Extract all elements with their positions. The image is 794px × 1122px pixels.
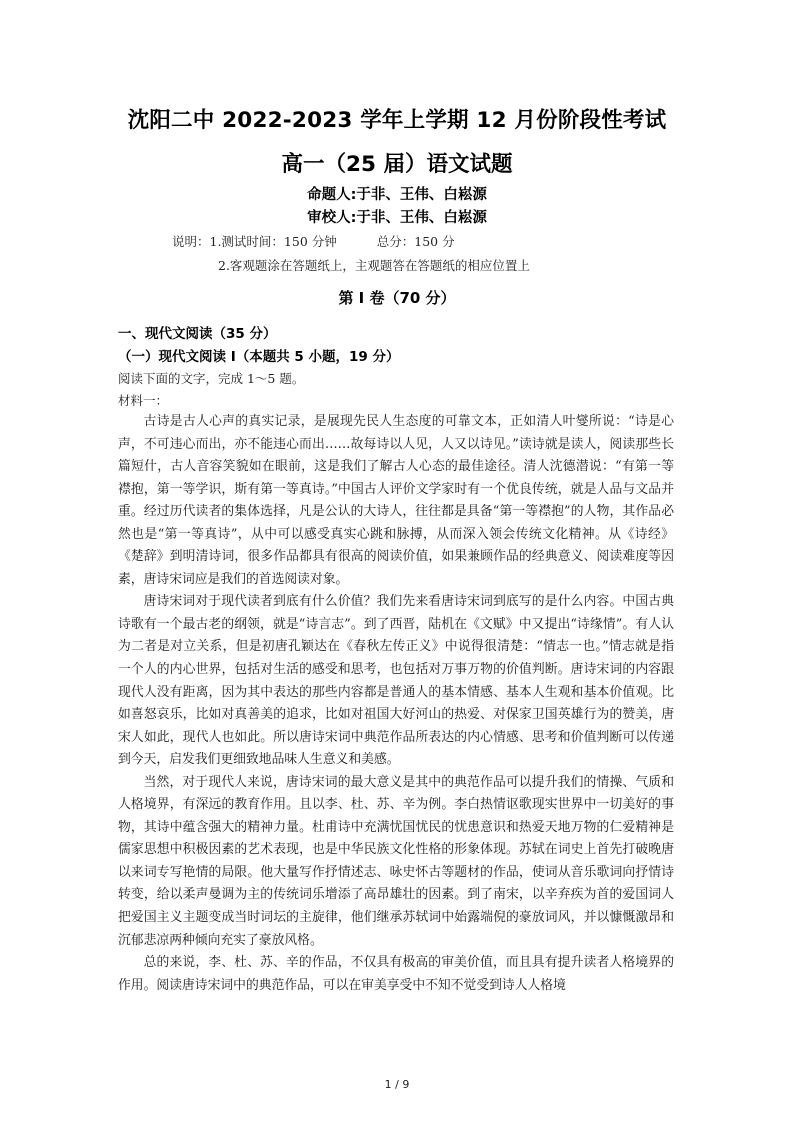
section-heading: 一、现代文阅读（35 分） <box>118 326 277 342</box>
reviewers-line: 审校人:于非、王伟、白崧源 <box>307 210 487 226</box>
passage-paragraph: 总的来说，李、杜、苏、辛的作品，不仅具有极高的审美价值，而且具有提升读者人格境界的作用。阅读唐诗宋词中的典范作品，可以在审美享受中不知不觉受到诗人人格境 <box>118 955 674 993</box>
setters-line: 命题人:于非、王伟、白崧源 <box>307 187 487 203</box>
exam-title: 沈阳二中 2022-2023 学年上学期 12 月份阶段性考试 <box>127 108 667 133</box>
exam-subtitle: 高一（25 届）语文试题 <box>281 152 513 177</box>
passage-body <box>118 411 674 997</box>
section-subheading: （一）现代文阅读 I（本题共 5 小题，19 分） <box>118 349 400 365</box>
material-label: 材料一： <box>118 393 169 408</box>
part-title: 第 I 卷（70 分） <box>338 289 456 307</box>
time-note: 说明：1.测试时间：150 分钟 <box>172 234 337 249</box>
page-number: 1 / 9 <box>384 1078 410 1091</box>
reading-instruction: 阅读下面的文字，完成 1～5 题。 <box>118 371 305 386</box>
answer-instruction: 2.客观题涂在答题纸上，主观题答在答题纸的相应位置上 <box>218 258 530 273</box>
passage-paragraph: 当然，对于现代人来说，唐诗宋词的最大意义是其中的典范作品可以提升我们的情操、气质和人格境界，有深远的教育作用。且以李、杜、苏、辛为例。李白热情讴歌现实世界中一切美好的事物，其诗中蕴含强大的精神力量。杜甫诗中充满忧国忧民的忧患意识和热爱天地万物的仁爱精神是儒家思想中积极因素的艺术表现，也是中华民族文化性格的形象体现。苏轼在词史上首先打破晚唐以来词专写艳情的局限。他大量写作抒情述志、咏史怀古等题材的作品，使词从音乐歌词向抒情诗转变，给以柔声曼调为主的传统词乐增添了高昂雄壮的因素。到了南宋，以辛弃疾为首的爱国词人把爱国主义主题变成当时词坛的主旋律，他们继承苏轼词中始露端倪的豪放词风，并以慷慨激昂和沉郁悲凉两种倾向充实了豪放风格。 <box>118 774 674 948</box>
passage-paragraph: 唐诗宋词对于现代读者到底有什么价值？我们先来看唐诗宋词到底写的是什么内容。中国古典诗歌有一个最古老的纲领，就是“诗言志”。到了西晋，陆机在《文赋》中又提出“诗缘情”。有人认为二者是对立关系，但是初唐孔颖达在《春秋左传正义》中说得很清楚：“情志一也。”情志就是指一个人的内心世界，包括对生活的感受和思考，也包括对万事万物的价值判断。唐诗宋词的内容跟现代人没有距离，因为其中表达的那些内容都是普通人的基本情感、基本人生观和基本价值观。比如喜怒哀乐，比如对真善美的追求，比如对祖国大好河山的热爱、对保家卫国英雄行为的赞美，唐宋人如此，现代人也如此。所以唐诗宋词中典范作品所表达的内心情感、思考和价值判断可以传递到今天，启发我们更细致地品味人生意义和美感。 <box>118 594 674 768</box>
time-score-note <box>172 232 455 250</box>
score-note: 总分：150 分 <box>376 234 455 249</box>
passage-paragraph: 古诗是古人心声的真实记录，是展现先民人生态度的可靠文本，正如清人叶燮所说：“诗是心声，不可违心而出，亦不能违心而出……故每诗以人见，人又以诗见。”读诗就是读人，阅读那些长篇短什，古人音容笑貌如在眼前，这是我们了解古人心态的最佳途径。清人沈德潜说：“有第一等襟抱，第一等学识，斯有第一等真诗。”中国古人评价文学家时有一个优良传统，就是人品与文品并重。经过历代读者的集体选择，凡是公认的大诗人，往往都是具备“第一等襟抱”的人物，其作品必然也是“第一等真诗”，从中可以感受真实心跳和脉搏，从而深入领会传统文化精神。从《诗经》《楚辞》到明清诗词，很多作品都具有很高的阅读价值，如果兼顾作品的经典意义、阅读难度等因素，唐诗宋词应是我们的首选阅读对象。 <box>118 414 674 587</box>
